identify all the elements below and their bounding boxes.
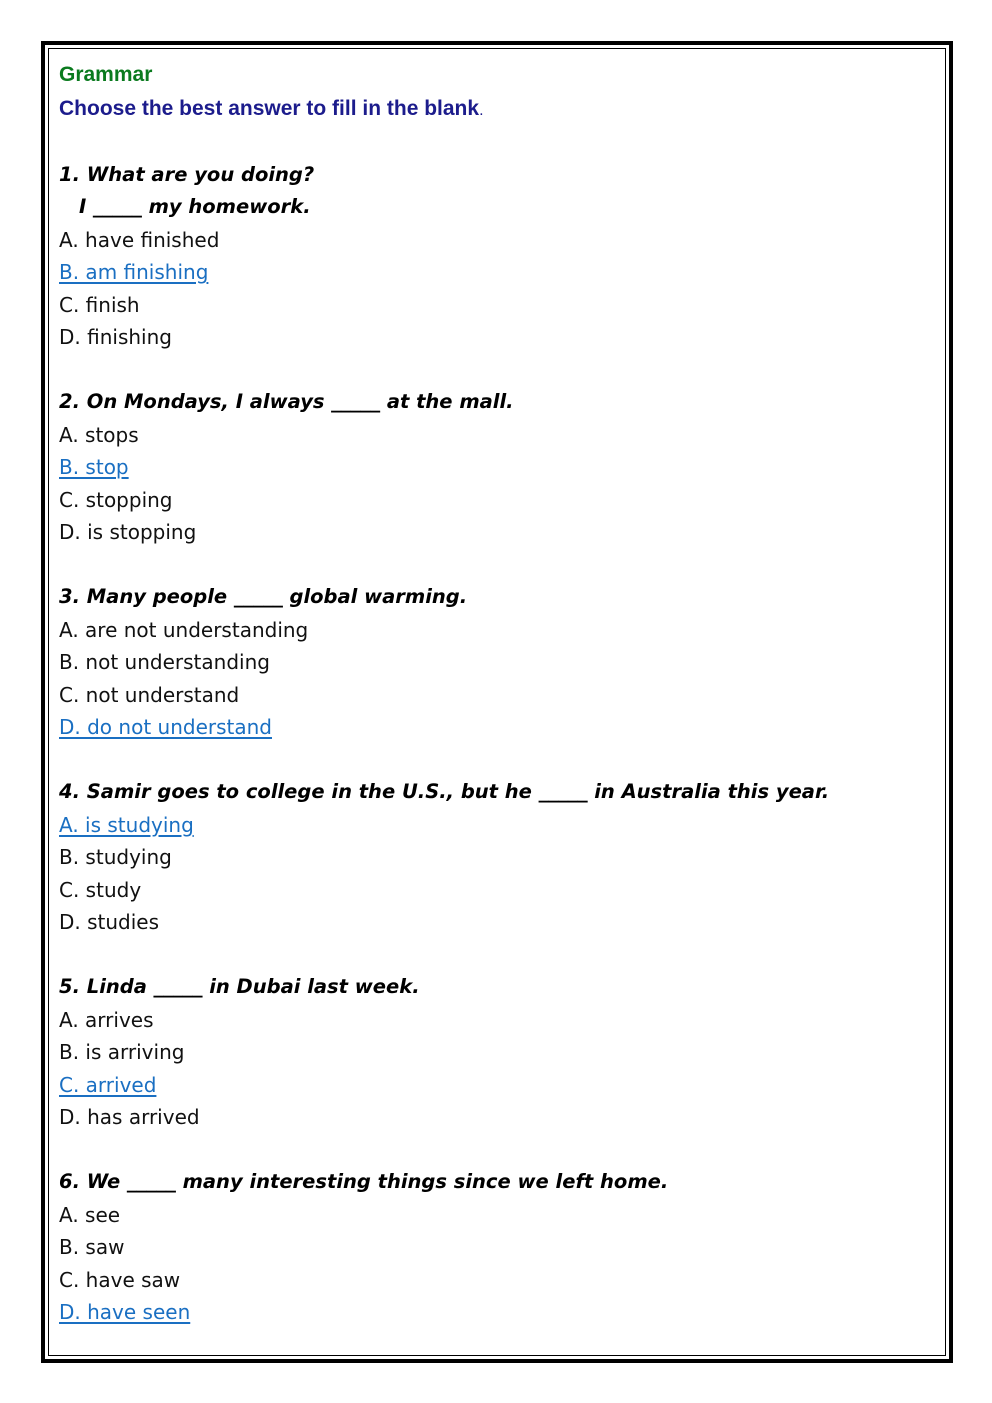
question-3 xyxy=(59,581,939,744)
spacer xyxy=(59,126,939,159)
question-prompt: 6. We _____ many interesting things since we left home. xyxy=(59,1170,669,1193)
option-c[interactable]: C. study xyxy=(59,877,142,902)
section-title: Grammar xyxy=(59,63,153,86)
option-a[interactable]: A. have finished xyxy=(59,227,220,252)
option-c[interactable]: C. finish xyxy=(59,292,140,317)
spacer xyxy=(59,549,939,582)
option-b-correct[interactable]: B. stop xyxy=(59,455,129,479)
option-a[interactable]: A. see xyxy=(59,1202,121,1227)
worksheet xyxy=(59,58,939,1329)
question-prompt: 2. On Mondays, I always _____ at the mall. xyxy=(59,390,514,413)
question-4 xyxy=(59,776,939,939)
question-prompt: 4. Samir goes to college in the U.S., but he _____ in Australia this year. xyxy=(59,780,830,803)
question-prompt: 5. Linda _____ in Dubai last week. xyxy=(59,975,420,998)
option-d-correct[interactable]: D. do not understand xyxy=(59,715,272,739)
option-b-correct[interactable]: B. am finishing xyxy=(59,260,209,284)
option-c[interactable]: C. have saw xyxy=(59,1267,181,1292)
spacer xyxy=(59,1134,939,1167)
option-d[interactable]: D. has arrived xyxy=(59,1105,200,1129)
option-d-correct[interactable]: D. have seen xyxy=(59,1300,191,1324)
option-d[interactable]: D. finishing xyxy=(59,325,172,349)
option-b[interactable]: B. is arriving xyxy=(59,1040,185,1064)
question-1 xyxy=(59,159,939,354)
option-a[interactable]: A. stops xyxy=(59,422,139,447)
instruction-text: Choose the best answer to fill in the blank xyxy=(59,97,480,120)
instruction xyxy=(59,92,939,126)
option-a[interactable]: A. are not understanding xyxy=(59,617,309,642)
option-c[interactable]: C. stopping xyxy=(59,487,173,512)
question-2 xyxy=(59,386,939,549)
option-b[interactable]: B. not understanding xyxy=(59,650,270,674)
spacer xyxy=(59,354,939,387)
option-c-correct[interactable]: C. arrived xyxy=(59,1072,157,1097)
option-d[interactable]: D. is stopping xyxy=(59,520,197,544)
spacer xyxy=(59,744,939,777)
option-a[interactable]: A. arrives xyxy=(59,1007,154,1032)
question-6 xyxy=(59,1166,939,1329)
question-prompt: 1. What are you doing? xyxy=(59,162,315,186)
instruction-period: . xyxy=(479,102,484,119)
option-a-correct[interactable]: A. is studying xyxy=(59,812,194,837)
question-prompt: 3. Many people _____ global warming. xyxy=(59,585,468,608)
spacer xyxy=(59,939,939,972)
option-b[interactable]: B. studying xyxy=(59,845,172,869)
question-5 xyxy=(59,971,939,1134)
question-prompt-line-2: I _____ my homework. xyxy=(79,195,311,218)
option-c[interactable]: C. not understand xyxy=(59,682,240,707)
option-d[interactable]: D. studies xyxy=(59,910,160,934)
option-b[interactable]: B. saw xyxy=(59,1235,125,1259)
